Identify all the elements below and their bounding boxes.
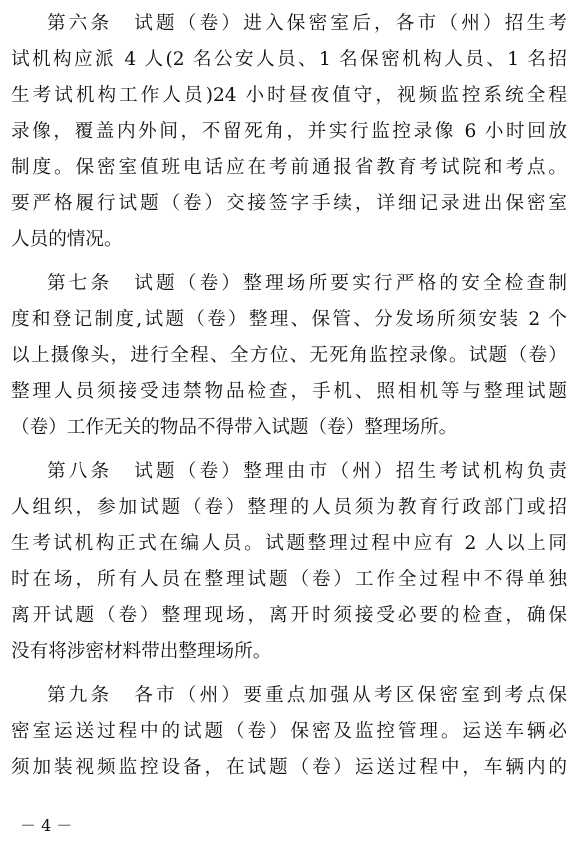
article-6-line: 试机构应派 4 人(2 名公安人员、1 名保密机构人员、1 名招: [11, 49, 567, 70]
article-6-line: 生考试机构工作人员)24 小时昼夜值守，视频监控系统全程: [11, 85, 567, 106]
article-7-line: 以上摄像头，进行全程、全方位、无死角监控录像。试题（卷）: [11, 345, 567, 366]
article-9-line: 须加装视频监控设备，在试题（卷）运送过程中，车辆内的: [11, 757, 567, 778]
article-7-line: 第七条 试题（卷）整理场所要实行严格的安全检查制: [47, 273, 567, 294]
article-9-line: 第九条 各市（州）要重点加强从考区保密室到考点保: [47, 685, 567, 706]
article-9-line: 密室运送过程中的试题（卷）保密及监控管理。运送车辆必: [11, 721, 567, 742]
article-8-line: 没有将涉密材料带出整理场所。: [11, 641, 272, 662]
article-8-line: 生考试机构正式在编人员。试题整理过程中应有 2 人以上同: [11, 533, 567, 554]
article-8-line: 离开试题（卷）整理现场，离开时须接受必要的检查，确保: [11, 605, 567, 626]
article-8-line: 第八条 试题（卷）整理由市（州）招生考试机构负责: [47, 461, 567, 482]
article-7-line: （卷）工作无关的物品不得带入试题（卷）整理场所。: [11, 417, 458, 438]
article-8-line: 时在场，所有人员在整理试题（卷）工作全过程中不得单独: [11, 569, 567, 590]
article-7-line: 度和登记制度,试题（卷）整理、保管、分发场所须安装 2 个: [11, 309, 567, 330]
article-6-line: 第六条 试题（卷）进入保密室后，各市（州）招生考: [47, 13, 567, 34]
page-number: － 4 －: [20, 816, 73, 835]
article-6-line: 制度。保密室值班电话应在考前通报省教育考试院和考点。: [11, 157, 567, 178]
article-8-line: 人组织，参加试题（卷）整理的人员须为教育行政部门或招: [11, 497, 567, 518]
article-6-line: 录像，覆盖内外间，不留死角，并实行监控录像 6 小时回放: [11, 121, 567, 142]
article-6-line: 人员的情况。: [11, 229, 123, 250]
article-6-line: 要严格履行试题（卷）交接签字手续，详细记录进出保密室: [11, 193, 567, 214]
article-7-line: 整理人员须接受违禁物品检查，手机、照相机等与整理试题: [11, 381, 567, 402]
